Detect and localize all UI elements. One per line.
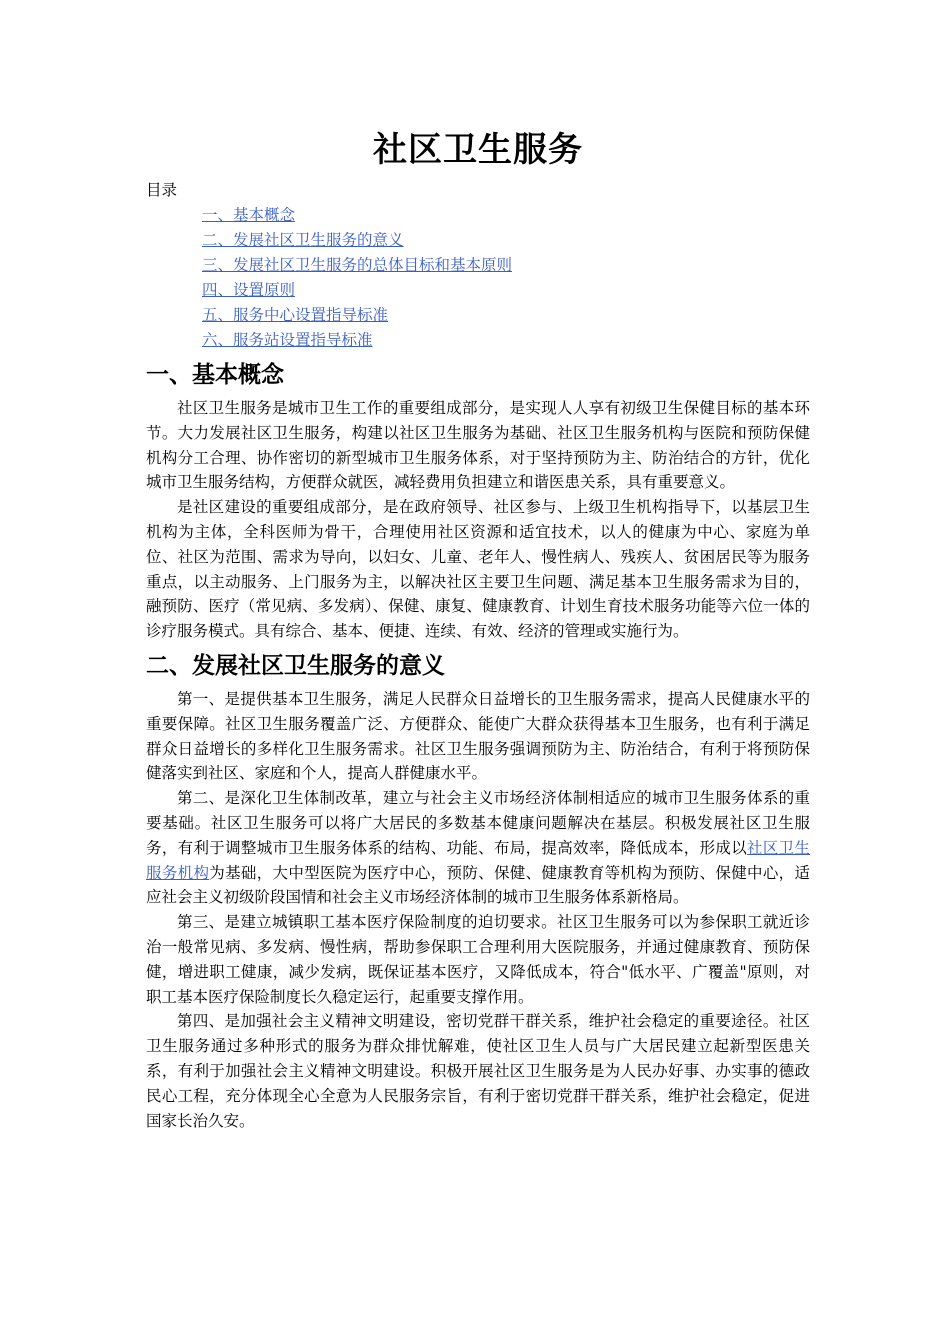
toc-link-station-standards[interactable]: 六、服务站设置指导标准 xyxy=(202,331,373,349)
toc-item xyxy=(202,253,810,278)
paragraph: 是社区建设的重要组成部分，是在政府领导、社区参与、上级卫生机构指导下，以基层卫生机构为主体，全科医师为骨干，合理使用社区资源和适宜技术，以人的健康为中心、家庭为单位、社区为范围、需求为导向，以妇女、儿童、老年人、慢性病人、残疾人、贫困居民等为服务重点，以主动服务、上门服务为主，以解决社区主要卫生问题、满足基本卫生服务需求为目的，融预防、医疗（常见病、多发病）、保健、康复、健康教育、计划生育技术服务功能等六位一体的诊疗服务模式。具有综合、基本、便捷、连续、有效、经济的管理或实施行为。 xyxy=(146,498,810,641)
table-of-contents xyxy=(146,178,810,353)
paragraph: 第四、是加强社会主义精神文明建设，密切党群干群关系，维护社会稳定的重要途径。社区卫生服务通过多种形式的服务为群众排忧解难，使社区卫生人员与广大居民建立起新型医患关系，有利于加强社会主义精神文明建设。积极开展社区卫生服务是为人民办好事、办实事的德政民心工程，充分体现全心全意为人民服务宗旨，有利于密切党群干群关系，维护社会稳定，促进国家长治久安。 xyxy=(146,1012,810,1130)
toc-link-setup-principles[interactable]: 四、设置原则 xyxy=(202,281,296,299)
paragraph-text: 为基础，大中型医院为医疗中心，预防、保健、健康教育等机构为预防、保健中心，适应社会主义初级阶段国情和社会主义市场经济体制的城市卫生服务体系新格局。 xyxy=(146,863,810,907)
toc-link-basic-concept[interactable]: 一、基本概念 xyxy=(202,206,296,224)
document-title: 社区卫生服务 xyxy=(373,130,583,170)
toc-item xyxy=(202,303,810,328)
community-health-institution-link[interactable]: 社区卫生服务机构 xyxy=(146,838,810,882)
paragraph xyxy=(146,786,810,910)
toc-link-center-standards[interactable]: 五、服务中心设置指导标准 xyxy=(202,306,389,324)
toc-link-significance[interactable]: 二、发展社区卫生服务的意义 xyxy=(202,231,404,249)
toc-item xyxy=(202,328,810,353)
paragraph-text: 第二、是深化卫生体制改革，建立与社会主义市场经济体制相适应的城市卫生服务体系的重要基础。社区卫生服务可以将广大居民的多数基本健康问题解决在基层。积极发展社区卫生服务，有利于调整城市卫生服务体系的结构、功能、布局，提高效率，降低成本，形成以 xyxy=(146,789,810,857)
toc-item xyxy=(202,203,810,228)
section-heading: 二、发展社区卫生服务的意义 xyxy=(146,651,445,679)
toc-label: 目录 xyxy=(146,181,178,199)
section-basic-concept xyxy=(146,358,810,644)
paragraph: 第一、是提供基本卫生服务，满足人民群众日益增长的卫生服务需求，提高人民健康水平的重要保障。社区卫生服务覆盖广泛、方便群众、能使广大群众获得基本卫生服务，也有利于满足群众日益增长的多样化卫生服务需求。社区卫生服务强调预防为主、防治结合，有利于将预防保健落实到社区、家庭和个人，提高人群健康水平。 xyxy=(146,689,810,783)
paragraph: 第三、是建立城镇职工基本医疗保险制度的迫切要求。社区卫生服务可以为参保职工就近诊治一般常见病、多发病、慢性病，帮助参保职工合理利用大医院服务，并通过健康教育、预防保健，增进职工健康，减少发病，既保证基本医疗，又降低成本，符合"低水平、广覆盖"原则，对职工基本医疗保险制度长久稳定运行，起重要支撑作用。 xyxy=(146,913,810,1006)
toc-item xyxy=(202,278,810,303)
paragraph: 社区卫生服务是城市卫生工作的重要组成部分，是实现人人享有初级卫生保健目标的基本环节。大力发展社区卫生服务，构建以社区卫生服务为基础、社区卫生服务机构与医院和预防保健机构分工合理、协作密切的新型城市卫生服务体系，对于坚持预防为主、防治结合的方针，优化城市卫生服务结构，方便群众就医，减轻费用负担建立和谐医患关系，具有重要意义。 xyxy=(146,399,810,492)
section-significance xyxy=(146,649,810,1133)
document-page xyxy=(146,128,810,1133)
toc-link-goals-principles[interactable]: 三、发展社区卫生服务的总体目标和基本原则 xyxy=(202,256,513,274)
toc-item xyxy=(202,228,810,253)
section-heading: 一、基本概念 xyxy=(146,361,284,388)
toc-list xyxy=(146,203,810,353)
